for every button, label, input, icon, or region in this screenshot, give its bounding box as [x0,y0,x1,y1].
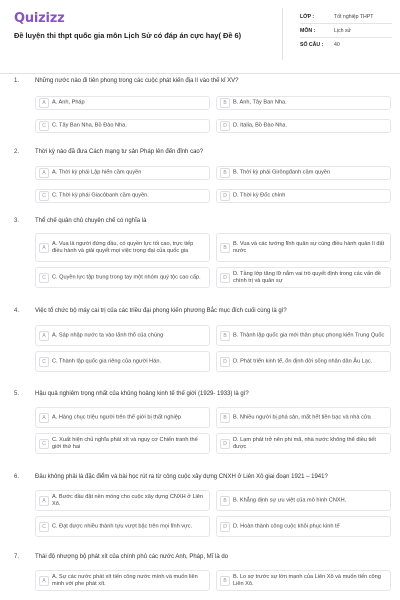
option-letter: C [39,522,49,532]
option-letter: B [220,576,230,586]
meta-key: SỐ CÂU : [300,42,324,48]
option-text: B. Nhiều người bị phá sản, mất hết tiền bạc và nhà cửa [233,413,371,420]
option-letter: C [39,273,49,283]
option-text: B. Thời kỳ phái Girôngđanh cầm quyền [233,169,331,176]
option-letter: B [220,98,230,108]
option-text: A. Anh, Pháp [52,99,85,106]
answer-option-b[interactable] [216,96,391,110]
question-text: Thời kỳ nào đã đưa Cách mạng tư sản Pháp lên đến đỉnh cao? [35,149,204,155]
option-letter: A [39,413,49,423]
option-text: B. Khẳng định sự ưu việt của mô hình CNXH. [233,496,347,503]
option-letter: A [39,243,49,253]
option-text: C. Đạt được nhiều thành tựu vượt bậc trên mọi lĩnh vực. [52,522,193,529]
meta-value: 40 [334,42,340,48]
option-letter: B [220,496,230,506]
answer-option-c[interactable] [35,189,210,203]
option-letter: A [39,98,49,108]
option-letter: B [220,168,230,178]
option-text: B. Anh, Tây Ban Nha. [233,99,287,106]
option-text: A. Thời kỳ phái Lập hiến cầm quyền [52,169,142,176]
option-text: B. Vua và các tướng lĩnh quân sự cùng điều hành quản lí đất nước [233,240,385,254]
option-letter: D [220,522,230,532]
answer-option-b[interactable] [216,325,391,346]
answer-option-d[interactable] [216,267,391,288]
question-number: 6. [14,474,20,480]
answer-option-d[interactable] [216,433,391,454]
option-text: C. Thời kỳ phái Giacôbanh cầm quyền. [52,192,149,199]
option-letter: D [220,273,230,283]
option-letter: A [39,331,49,341]
answer-option-a[interactable] [35,233,210,262]
answer-option-b[interactable] [216,407,391,428]
option-letter: A [39,576,49,586]
meta-value: Tốt nghiệp THPT [334,13,374,20]
answer-option-c[interactable] [35,119,210,133]
answer-option-d[interactable] [216,189,391,203]
option-text: D. Lạm phát trở nên phi mã, nhà nước không thể điều tiết được [233,436,376,450]
option-letter: D [220,439,230,449]
answer-option-c[interactable] [35,516,210,537]
answer-option-c[interactable] [35,267,210,288]
question-text: Đâu không phải là đặc điểm và bài học rút ra từ công cuộc xây dựng CNXH ở Liên Xô giai đoạn 1921 – 1941? [35,474,328,480]
option-text: C. Quyền lực tập trung trong tay một nhóm quý tộc cao cấp. [52,273,201,280]
question-number: 7. [14,554,20,560]
option-letter: A [39,496,49,506]
meta-key: MÔN : [300,27,316,34]
header-divider [282,8,283,60]
option-letter: D [220,191,230,201]
question-number: 5. [14,391,20,397]
answer-option-a[interactable] [35,325,210,346]
worksheet-meta [300,10,392,52]
option-letter: C [39,357,49,367]
worksheet-header [0,0,400,74]
answer-option-a[interactable] [35,570,210,591]
meta-row-class [300,10,392,24]
answer-option-a[interactable] [35,490,210,511]
answer-option-d[interactable] [216,351,391,372]
worksheet-title: Đề luyện thi thpt quốc gia môn Lịch Sử có đáp án cực hay( Đề 6) [14,31,242,40]
option-letter: A [39,168,49,178]
option-letter: C [39,439,49,449]
question-number: 4. [14,308,20,314]
answer-option-b[interactable] [216,233,391,262]
answer-option-a[interactable] [35,166,210,180]
option-letter: D [220,121,230,131]
answer-option-b[interactable] [216,570,391,591]
question-text: Thể chế quân chủ chuyên chế có nghĩa là [35,218,147,224]
answer-option-a[interactable] [35,96,210,110]
option-text: D. Hoàn thành công cuộc khôi phục kinh tế [233,522,340,529]
option-text: A. Sáp nhập nước ta vào lãnh thổ của chúng [52,331,164,338]
option-letter: B [220,331,230,341]
option-text: C. Thành lập quốc gia riêng của người Hán. [52,357,161,364]
answer-option-a[interactable] [35,407,210,428]
question-text: Hậu quả nghiêm trọng nhất của khủng hoảng kinh tế thế giới (1929- 1933) là gì? [35,391,249,397]
question-text: Việc tổ chức bộ máy cai trị của các triều đại phong kiến phương Bắc mục đích cuối cùng là gì? [35,308,287,314]
answer-option-d[interactable] [216,119,391,133]
option-text: A. Vua là người đứng đầu, có quyền lực tối cao, trực tiếp điều hành và giải quyết mọi việc trọng đại của quốc gia [52,240,194,254]
question-text: Những nước nào đi tiên phong trong các cuộc phát kiến địa lí vào thế kỉ XV? [35,78,239,84]
answer-option-b[interactable] [216,490,391,511]
option-text: C. Xuất hiện chủ nghĩa phát xít và nguy cơ Chiến tranh thế giới thứ hai [52,436,198,450]
option-text: A. Bước đầu đặt nền móng cho cuộc xây dựng CNXH ở Liên Xô. [52,493,204,507]
option-letter: D [220,357,230,367]
answer-option-c[interactable] [35,351,210,372]
answer-option-b[interactable] [216,166,391,180]
option-text: D. Italia, Bồ Đào Nha. [233,122,288,129]
question-text: Thái độ nhượng bộ phát xít của chính phủ các nước Anh, Pháp, Mĩ là do [35,554,229,560]
option-text: A. Hàng chục triệu người trên thế giới bị thất nghiệp [52,413,181,420]
option-text: B. Lo sợ trước sự lớn mạnh của Liên Xô và muốn tiến công Liên Xô. [233,573,381,587]
option-text: D. Thời kỳ Đốc chính [233,192,286,199]
option-text: D. Phát triển kinh tế, ổn định đời sống nhân dân Âu Lạc. [233,357,373,364]
option-letter: B [220,413,230,423]
quizizz-logo: Quizizz [14,11,65,26]
meta-key: LỚP : [300,13,315,20]
meta-row-subject [300,24,392,38]
meta-value: Lịch sử [334,27,352,34]
answer-option-d[interactable] [216,516,391,537]
option-text: C. Tây Ban Nha, Bồ Đào Nha. [52,122,127,129]
question-number: 2. [14,149,20,155]
answer-option-c[interactable] [35,433,210,454]
question-number: 1. [14,78,20,84]
option-letter: C [39,191,49,201]
meta-row-count [300,38,392,52]
question-number: 3. [14,218,20,224]
option-text: D. Tầng lớp tăng lữ nắm vai trò quyết định trong các vấn đề chính trị và quân sự [233,270,381,284]
option-text: A. Sự các nước phát xít tiến công nước mình và muốn liên minh với phe phát xít. [52,573,198,587]
option-letter: B [220,243,230,253]
option-text: B. Thành lập quốc gia mới thân phục phong kiến Trung Quốc [233,331,385,338]
option-letter: C [39,121,49,131]
